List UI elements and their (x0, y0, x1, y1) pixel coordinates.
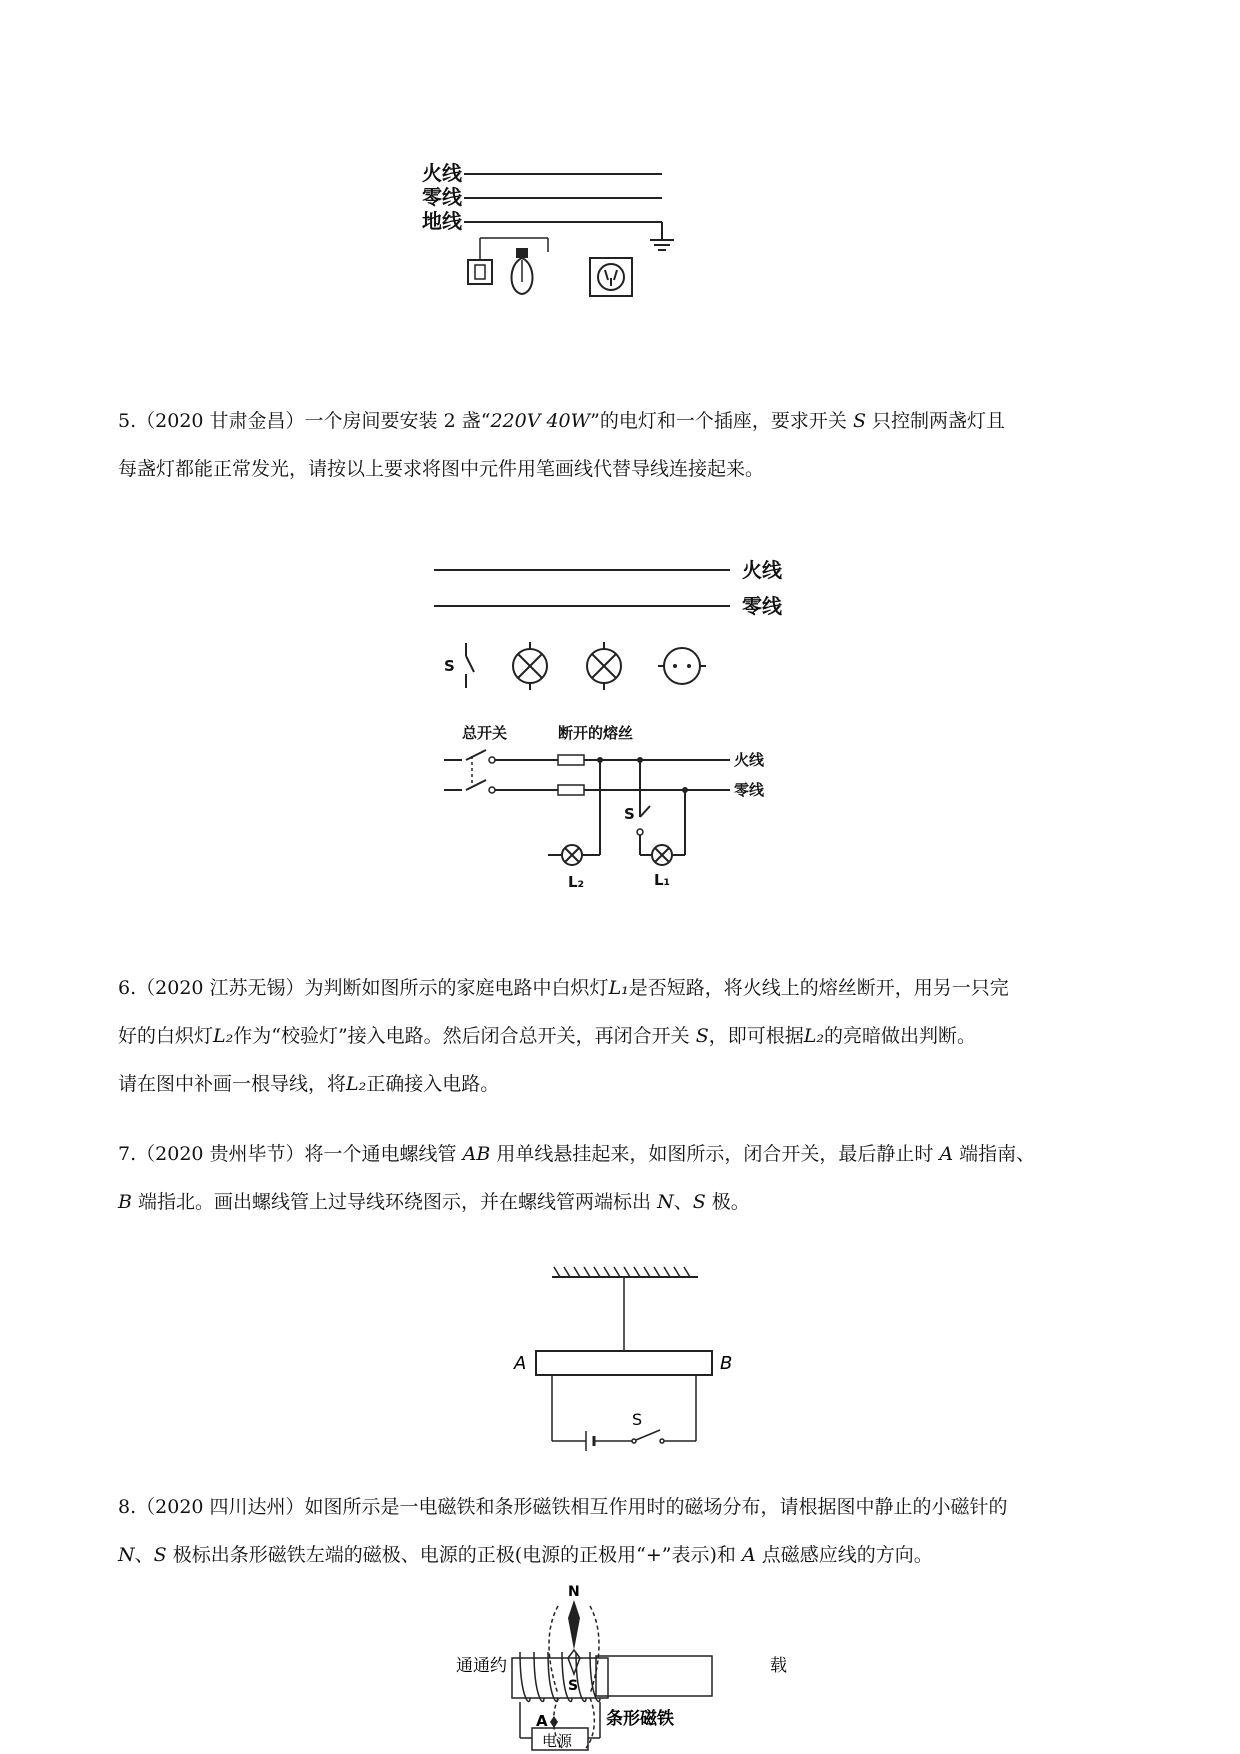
question-6-line2 (118, 1012, 1128, 1060)
question-6-line1 (118, 964, 1128, 1012)
label-neutral-wire: 零线 (734, 781, 765, 799)
text: 、 (134, 1544, 154, 1566)
coil-icon (520, 1652, 600, 1702)
symbol-b: B (118, 1191, 132, 1213)
question-number: 8. (118, 1496, 137, 1518)
symbol-l2: L₂ (213, 1025, 234, 1047)
label-needle-n: N (568, 1584, 580, 1600)
text: 端指北。画出螺线管上过导线环绕图示，并在螺线管两端标出 (131, 1191, 658, 1213)
lamp-icon (513, 642, 547, 690)
light-bulb-icon (512, 248, 533, 294)
ground-icon (650, 222, 674, 250)
question-number: 5. (118, 410, 137, 432)
label-switch-s: S (624, 805, 635, 823)
switch-label: S (444, 657, 455, 675)
switch-symbol: S (852, 410, 866, 432)
symbol-l2: L₂ (346, 1073, 367, 1095)
text: ，即可根据 (708, 1025, 804, 1047)
question-5 (118, 397, 1128, 493)
question-number: 6. (118, 977, 137, 999)
text: 只控制两盏灯且 (865, 410, 1006, 432)
figure-wiring-1 (420, 160, 720, 340)
text: 的亮暗做出判断。 (824, 1025, 977, 1047)
symbol-s: S (153, 1544, 167, 1566)
label-right: 载 (770, 1656, 787, 1676)
text: ”的电灯和一个插座，要求开关 (590, 410, 853, 432)
lamp-l1-icon (652, 845, 672, 865)
text: 将一个通电螺线管 (304, 1143, 463, 1165)
symbol-ab: AB (462, 1143, 491, 1165)
lamp-l2-icon (562, 845, 582, 865)
question-source: （2020 四川达州） (136, 1496, 305, 1518)
text: 为判断如图所示的家庭电路中白炽灯 (304, 977, 609, 999)
question-6-line3 (118, 1060, 1128, 1108)
label-broken-fuse: 断开的熔丝 (558, 724, 634, 742)
wall-switch-icon (468, 238, 548, 284)
label-l1: L₁ (654, 871, 671, 889)
label-live-wire: 火线 (422, 161, 462, 185)
label-neutral-wire: 零线 (742, 594, 782, 618)
figure-q7 (500, 1255, 760, 1455)
question-8-line2 (118, 1531, 1128, 1579)
label-left: 通通约 (456, 1656, 507, 1676)
figure-q5 (430, 548, 800, 698)
question-8-line1 (118, 1483, 1128, 1531)
socket-icon (590, 258, 632, 296)
label-power: 电源 (542, 1732, 573, 1750)
text: 点磁感应线的方向。 (755, 1544, 933, 1566)
text: 、 (673, 1191, 693, 1213)
question-5-line2: 每盏灯都能正常发光，请按以上要求将图中元件用笔画线代替导线连接起来。 (118, 458, 765, 480)
text: 作为“校验灯”接入电路。然后闭合总开关，再闭合开关 (233, 1025, 696, 1047)
symbol-a: A (741, 1544, 756, 1566)
label-live-wire: 火线 (742, 558, 782, 582)
question-number: 7. (118, 1143, 137, 1165)
rating: 220V 40W (490, 410, 591, 432)
label-a: A (514, 1353, 527, 1374)
label-l2: L₂ (568, 873, 585, 891)
question-source: （2020 江苏无锡） (136, 977, 305, 999)
question-7-line2 (118, 1178, 1128, 1226)
symbol-s: S (695, 1025, 709, 1047)
text: 一个房间要安装 2 盏“ (304, 410, 491, 432)
text: 端指南、 (953, 1143, 1036, 1165)
point-a-marker (550, 1716, 558, 1728)
label-main-switch: 总开关 (462, 724, 508, 742)
label-point-a: A (536, 1712, 548, 1730)
figure-q8 (450, 1584, 800, 1754)
battery-icon (586, 1431, 594, 1451)
question-8 (118, 1483, 1128, 1579)
text: 是否短路，将火线上的熔丝断开，用另一只完 (628, 977, 1009, 999)
text: 如图所示是一电磁铁和条形磁铁相互作用时的磁场分布，请根据图中静止的小磁针的 (304, 1496, 1008, 1518)
text: 正确接入电路。 (366, 1073, 500, 1095)
bar-magnet (596, 1656, 712, 1696)
label-switch-s: S (632, 1410, 643, 1429)
lamp-icon (587, 642, 621, 690)
label-bar-magnet: 条形磁铁 (606, 1709, 674, 1729)
question-7-line1 (118, 1130, 1128, 1178)
text: 用单线悬挂起来，如图所示，闭合开关，最后静止时 (490, 1143, 940, 1165)
switch-icon (632, 1430, 664, 1443)
label-live-wire: 火线 (734, 751, 765, 769)
solenoid (536, 1351, 712, 1375)
text: 请在图中补画一根导线，将 (118, 1073, 347, 1095)
question-5-line1 (118, 397, 1128, 445)
text: 极。 (705, 1191, 750, 1213)
symbol-a: A (939, 1143, 954, 1165)
symbol-n: N (657, 1191, 674, 1213)
ceiling-hatch (552, 1267, 698, 1277)
symbol-l1: L₁ (608, 977, 629, 999)
symbol-s: S (692, 1191, 706, 1213)
text: 好的白炽灯 (118, 1025, 214, 1047)
question-7 (118, 1130, 1128, 1226)
text: 极标出条形磁铁左端的磁极、电源的正极(电源的正极用“+”表示)和 (166, 1544, 742, 1566)
question-source: （2020 贵州毕节） (136, 1143, 305, 1165)
symbol-n: N (118, 1544, 135, 1566)
compass-needle-icon (568, 1600, 580, 1674)
label-b: B (720, 1353, 733, 1374)
question-6 (118, 964, 1128, 1108)
question-source: （2020 甘肃金昌） (136, 410, 305, 432)
symbol-l2: L₂ (803, 1025, 824, 1047)
socket-icon (658, 648, 706, 684)
label-neutral-wire: 零线 (422, 185, 462, 209)
label-needle-s: S (568, 1678, 579, 1694)
figure-q6 (440, 722, 790, 897)
label-ground-wire: 地线 (422, 209, 462, 233)
switch-icon (444, 643, 474, 688)
